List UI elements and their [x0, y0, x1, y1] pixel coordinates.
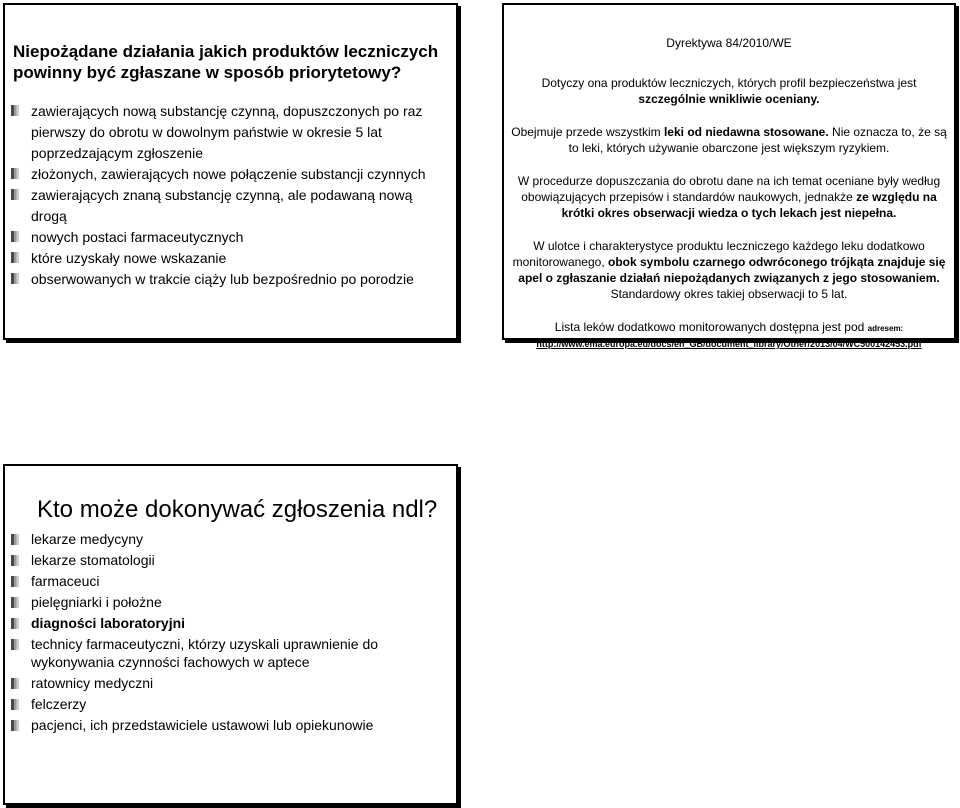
list-item: felczerzy [11, 695, 450, 713]
list-item: pacjenci, ich przedstawiciele ustawowi lub opiekunowie [11, 716, 450, 734]
slide-directive [502, 3, 956, 349]
bullet-icon [11, 231, 19, 242]
slide-title: Kto może dokonywać zgłoszenia ndl? [37, 496, 438, 523]
paragraph-leaflet: W ulotce i charakterystyce produktu leczniczego każdego leku dodatkowo monitorowanego, obok symbolu czarnego odwróconego trójkąta znajduje się apel o zgłaszanie działań niepożądanych związanych z jego stosowaniem. Standardowy okres takiej obserwacji to 5 lat. [512, 239, 946, 301]
bullet-list [11, 530, 450, 734]
list-item: zawierających nową substancję czynną, dopuszczonych po raz pierwszy do obrotu w dowolnym państwie w okresie 5 lat poprzedzającym zgłoszenie [11, 101, 450, 164]
bullet-icon [11, 168, 19, 179]
list-item: zawierających znaną substancję czynną, ale podawaną nową drogą [11, 185, 450, 227]
list-item: nowych postaci farmaceutycznych [11, 227, 450, 248]
bullet-icon [11, 189, 19, 200]
bullet-icon [11, 597, 19, 608]
paragraph-procedure: W procedurze dopuszczania do obrotu dane na ich temat oceniane były według obowiązujących przepisów i standardów naukowych, jednakże ze względu na krótki okres obserwacji wiedza o tych lekach jest niepełna. [517, 174, 941, 220]
list-item: farmaceuci [11, 572, 450, 590]
list-item: złożonych, zawierających nowe połączenie substancji czynnych [11, 164, 450, 185]
bullet-list [11, 101, 450, 290]
monitored-list-text: Lista leków dodatkowo monitorowanych dostępna jest pod adresem: [554, 320, 904, 334]
slide-heading: Dyrektywa 84/2010/WE [666, 36, 792, 50]
list-item: technicy farmaceutyczni, którzy uzyskali uprawnienie do wykonywania czynności fachowych w aptece [11, 635, 450, 671]
bullet-icon [11, 618, 19, 629]
slide-who-can-report [3, 464, 458, 805]
bullet-icon [11, 576, 19, 587]
bullet-icon [11, 639, 19, 650]
bullet-icon [11, 273, 19, 284]
list-item: lekarze medycyny [11, 530, 450, 548]
paragraph-profile: Dotyczy ona produktów leczniczych, których profil bezpieczeństwa jest szczególnie wnikliwie oceniany. [541, 76, 917, 106]
bullet-icon [11, 105, 19, 116]
list-item: ratownicy medyczni [11, 674, 450, 692]
slide-title: Niepożądane działania jakich produktów leczniczych powinny być zgłaszane w sposób priorytetowy? [13, 42, 439, 82]
bullet-icon [11, 699, 19, 710]
bullet-icon [11, 678, 19, 689]
list-item: pielęgniarki i położne [11, 593, 450, 611]
bullet-icon [11, 720, 19, 731]
list-item: diagności laboratoryjni [11, 614, 450, 632]
bullet-icon [11, 534, 19, 545]
list-item: obserwowanych w trakcie ciąży lub bezpośrednio po porodzie [11, 269, 450, 290]
list-item: lekarze stomatologii [11, 551, 450, 569]
paragraph-scope: Obejmuje przede wszystkim leki od niedawna stosowane. Nie oznacza to, że są to leki, których używanie obarczone jest większym ryzykiem. [511, 125, 947, 155]
monitored-list-link[interactable]: http://www.ema.europa.eu/docs/en_GB/document_library/Other/2013/04/WC500142453.pdf [536, 339, 922, 349]
bullet-icon [11, 555, 19, 566]
slide-priority-reporting [3, 3, 458, 340]
list-item: które uzyskały nowe wskazanie [11, 248, 450, 269]
bullet-icon [11, 252, 19, 263]
